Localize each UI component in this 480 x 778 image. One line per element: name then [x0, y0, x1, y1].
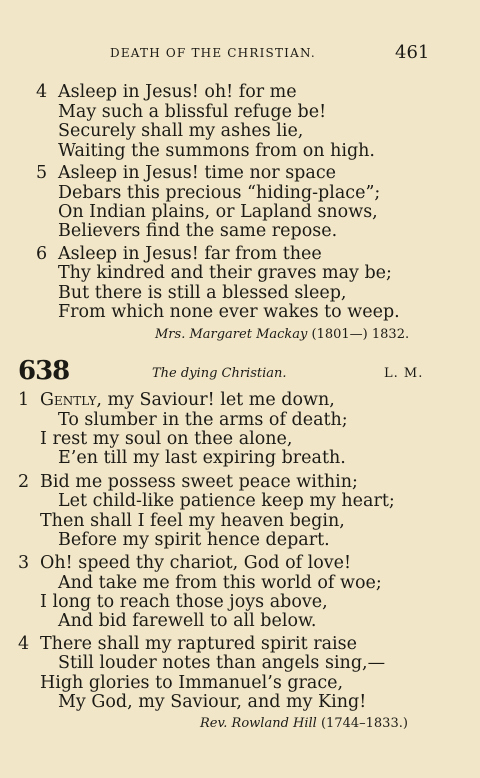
verse-line: Oh! speed thy chariot, God of love!	[40, 553, 352, 573]
verse-number: 2	[18, 472, 30, 492]
verse-line: Asleep in Jesus! far from thee	[58, 244, 322, 264]
verse-line: I rest my soul on thee alone,	[40, 429, 293, 449]
verse-line: But there is still a blessed sleep,	[58, 283, 347, 303]
verse-line: Before my spirit hence depart.	[58, 530, 330, 550]
verse-number: 1	[18, 390, 30, 410]
author-name: Mrs. Margaret Mackay	[155, 327, 308, 342]
verse-line: I long to reach those joys above,	[40, 592, 328, 612]
verse-number: 5	[36, 163, 48, 183]
verse-line: My God, my Saviour, and my King!	[58, 692, 367, 712]
verse-line: Then shall I feel my heaven begin,	[40, 511, 345, 531]
hymn-attribution	[200, 716, 408, 731]
hymn-title: The dying Christian.	[152, 366, 287, 381]
verse-line: And take me from this world of woe;	[58, 573, 382, 593]
running-header: DEATH OF THE CHRISTIAN.	[110, 46, 316, 60]
page-number: 461	[395, 42, 430, 63]
verse-line: E’en till my last expiring breath.	[58, 448, 346, 468]
verse-line: May such a blissful refuge be!	[58, 102, 327, 122]
verse-line-rest: my Saviour! let me down,	[101, 390, 335, 410]
verse-line: Bid me possess sweet peace within;	[40, 472, 358, 492]
verse-line: Believers find the same repose.	[58, 221, 338, 241]
verse-line: And bid farewell to all below.	[58, 611, 317, 631]
verse-line: Thy kindred and their graves may be;	[58, 263, 392, 283]
verse-number: 4	[18, 634, 30, 654]
verse-line: From which none ever wakes to weep.	[58, 302, 400, 322]
verse-line: High glories to Immanuel’s grace,	[40, 673, 344, 693]
verse-number: 3	[18, 553, 30, 573]
verse-number: 6	[36, 244, 48, 264]
verse-line: Asleep in Jesus! oh! for me	[58, 82, 297, 102]
verse-line: Still louder notes than angels sing,—	[58, 653, 386, 673]
hymn-attribution	[155, 327, 409, 342]
author-name: Rev. Rowland Hill	[200, 716, 317, 731]
author-dates: (1801—) 1832.	[311, 327, 410, 342]
verse-line: On Indian plains, or Lapland snows,	[58, 202, 378, 222]
verse-line: To slumber in the arms of death;	[58, 410, 348, 430]
author-dates: (1744–1833.)	[320, 716, 408, 731]
verse-line	[40, 390, 335, 410]
verse-number: 4	[36, 82, 48, 102]
verse-line: Securely shall my ashes lie,	[58, 121, 304, 141]
hymn-number: 638	[18, 356, 70, 386]
verse-line: Debars this precious “hiding-place”;	[58, 183, 381, 203]
verse-line: Waiting the summons from on high.	[58, 141, 375, 161]
hymn-meter: L. M.	[384, 366, 424, 381]
verse-line: Let child-like patience keep my heart;	[58, 491, 395, 511]
verse-line: Asleep in Jesus! time nor space	[58, 163, 336, 183]
first-word: Gently,	[40, 390, 102, 410]
verse-line: There shall my raptured spirit raise	[40, 634, 357, 654]
